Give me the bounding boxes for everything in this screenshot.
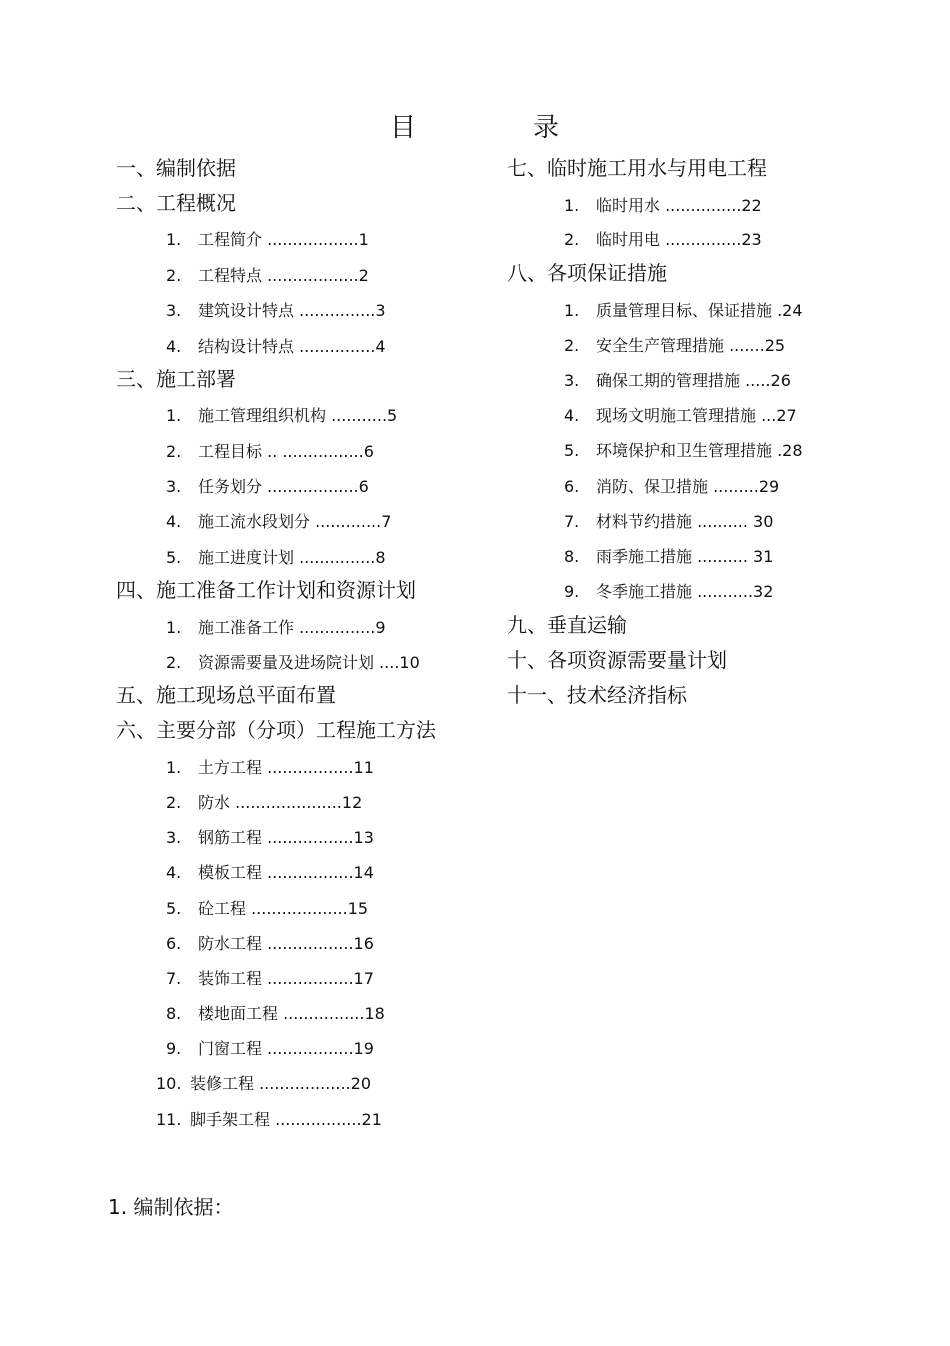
toc-entry-number: 2. <box>564 336 580 355</box>
toc-entry[interactable] <box>564 546 773 568</box>
toc-entry[interactable] <box>156 1073 371 1095</box>
toc-heading[interactable]: 七、临时施工用水与用电工程 <box>507 156 767 180</box>
toc-entry[interactable] <box>166 547 386 569</box>
toc-entry-label: 临时用水 ...............22 <box>596 196 762 215</box>
toc-entry-number: 4. <box>564 406 580 425</box>
toc-entry[interactable] <box>564 370 791 392</box>
toc-entry-number: 4. <box>166 863 182 882</box>
toc-entry[interactable] <box>166 1003 385 1025</box>
toc-entry[interactable] <box>166 405 397 427</box>
toc-entry[interactable] <box>166 476 369 498</box>
toc-entry-label: 土方工程 .................11 <box>198 758 374 777</box>
toc-entry-number: 1. <box>166 758 182 777</box>
toc-entry[interactable] <box>564 476 779 498</box>
toc-entry-label: 确保工期的管理措施 .....26 <box>596 371 791 390</box>
toc-entry[interactable] <box>166 898 368 920</box>
toc-entry-label: 模板工程 .................14 <box>198 863 374 882</box>
toc-heading[interactable]: 四、施工准备工作计划和资源计划 <box>116 578 416 602</box>
toc-entry[interactable] <box>564 405 797 427</box>
toc-entry-label: 任务划分 ..................6 <box>198 477 369 496</box>
toc-entry-number: 4. <box>166 512 182 531</box>
toc-entry-number: 1. <box>564 196 580 215</box>
toc-entry-number: 10. <box>156 1074 182 1093</box>
toc-entry-label: 现场文明施工管理措施 ...27 <box>596 406 797 425</box>
toc-entry[interactable] <box>166 1038 374 1060</box>
toc-entry-label: 环境保护和卫生管理措施 .28 <box>596 441 803 460</box>
toc-entry[interactable] <box>564 440 803 462</box>
toc-entry[interactable] <box>166 441 374 463</box>
toc-entry-label: 结构设计特点 ...............4 <box>198 337 386 356</box>
toc-entry-label: 工程目标 .. ................6 <box>198 442 374 461</box>
toc-entry-label: 施工流水段划分 .............7 <box>198 512 392 531</box>
toc-entry-label: 工程特点 ..................2 <box>198 266 369 285</box>
toc-entry-number: 6. <box>564 477 580 496</box>
toc-entry-label: 安全生产管理措施 .......25 <box>596 336 786 355</box>
toc-entry-number: 2. <box>166 653 182 672</box>
toc-entry[interactable] <box>166 336 386 358</box>
toc-entry[interactable] <box>564 229 762 251</box>
toc-entry-number: 8. <box>564 547 580 566</box>
toc-entry-label: 施工进度计划 ...............8 <box>198 548 386 567</box>
toc-entry[interactable] <box>156 1109 382 1131</box>
toc-entry[interactable] <box>564 300 803 322</box>
toc-entry[interactable] <box>166 827 374 849</box>
toc-entry-label: 门窗工程 .................19 <box>198 1039 374 1058</box>
toc-entry-label: 雨季施工措施 .......... 31 <box>596 547 774 566</box>
toc-entry-label: 资源需要量及进场院计划 ....10 <box>198 653 420 672</box>
toc-entry-label: 防水 .....................12 <box>198 793 363 812</box>
toc-entry-number: 7. <box>166 969 182 988</box>
toc-entry-number: 9. <box>166 1039 182 1058</box>
toc-entry-number: 11. <box>156 1110 182 1129</box>
toc-entry-number: 6. <box>166 934 182 953</box>
toc-entry[interactable] <box>166 652 420 674</box>
toc-heading[interactable]: 六、主要分部（分项）工程施工方法 <box>116 718 436 742</box>
toc-heading[interactable]: 八、各项保证措施 <box>507 261 667 285</box>
toc-entry[interactable] <box>166 511 391 533</box>
toc-entry-number: 1. <box>166 230 182 249</box>
toc-entry[interactable] <box>166 792 362 814</box>
toc-entry-label: 消防、保卫措施 .........29 <box>596 477 780 496</box>
toc-entry-number: 1. <box>166 406 182 425</box>
toc-entry[interactable] <box>166 933 374 955</box>
toc-heading[interactable]: 三、施工部署 <box>116 367 236 391</box>
toc-entry-label: 钢筋工程 .................13 <box>198 828 374 847</box>
toc-entry[interactable] <box>166 757 374 779</box>
toc-entry-label: 脚手架工程 .................21 <box>190 1110 382 1129</box>
toc-heading[interactable]: 二、工程概况 <box>116 191 236 215</box>
toc-entry[interactable] <box>564 335 785 357</box>
toc-entry-number: 3. <box>166 477 182 496</box>
toc-entry-number: 7. <box>564 512 580 531</box>
toc-entry-label: 建筑设计特点 ...............3 <box>198 301 386 320</box>
toc-entry-label: 砼工程 ...................15 <box>198 899 369 918</box>
toc-entry[interactable] <box>564 511 773 533</box>
toc-entry-label: 冬季施工措施 ...........32 <box>596 582 774 601</box>
toc-heading[interactable]: 十一、技术经济指标 <box>507 683 687 707</box>
title-char-1: 目 <box>390 113 417 143</box>
toc-heading[interactable]: 一、编制依据 <box>116 156 236 180</box>
toc-entry[interactable] <box>166 265 369 287</box>
toc-entry-label: 施工准备工作 ...............9 <box>198 618 386 637</box>
toc-entry[interactable] <box>166 862 374 884</box>
section-heading: 1. 编制依据： <box>108 1195 234 1219</box>
toc-entry-label: 施工管理组织机构 ...........5 <box>198 406 398 425</box>
toc-heading[interactable]: 九、垂直运输 <box>507 613 627 637</box>
toc-entry-number: 5. <box>166 899 182 918</box>
toc-entry[interactable] <box>166 968 374 990</box>
toc-entry-number: 1. <box>564 301 580 320</box>
toc-entry-number: 3. <box>166 828 182 847</box>
toc-entry-label: 装饰工程 .................17 <box>198 969 374 988</box>
toc-entry-label: 质量管理目标、保证措施 .24 <box>596 301 803 320</box>
toc-entry-number: 1. <box>166 618 182 637</box>
toc-entry-label: 临时用电 ...............23 <box>596 230 762 249</box>
toc-entry-number: 9. <box>564 582 580 601</box>
toc-entry-number: 5. <box>564 441 580 460</box>
toc-entry-label: 装修工程 ..................20 <box>190 1074 371 1093</box>
toc-entry-number: 2. <box>564 230 580 249</box>
toc-entry-number: 4. <box>166 337 182 356</box>
toc-entry[interactable] <box>166 300 386 322</box>
toc-entry-label: 材料节约措施 .......... 30 <box>596 512 774 531</box>
toc-entry-number: 8. <box>166 1004 182 1023</box>
toc-heading[interactable]: 十、各项资源需要量计划 <box>507 648 727 672</box>
toc-entry-label: 防水工程 .................16 <box>198 934 374 953</box>
toc-entry[interactable] <box>166 229 369 251</box>
toc-entry-number: 3. <box>166 301 182 320</box>
toc-entry-number: 2. <box>166 442 182 461</box>
toc-entry-number: 3. <box>564 371 580 390</box>
toc-entry-label: 楼地面工程 ................18 <box>198 1004 385 1023</box>
toc-entry[interactable] <box>564 581 773 603</box>
toc-entry-number: 5. <box>166 548 182 567</box>
toc-entry[interactable] <box>166 617 386 639</box>
toc-entry[interactable] <box>564 195 762 217</box>
toc-entry-label: 工程简介 ..................1 <box>198 230 369 249</box>
toc-heading[interactable]: 五、施工现场总平面布置 <box>116 683 336 707</box>
title-char-2: 录 <box>533 113 560 143</box>
toc-entry-number: 2. <box>166 266 182 285</box>
toc-entry-number: 2. <box>166 793 182 812</box>
